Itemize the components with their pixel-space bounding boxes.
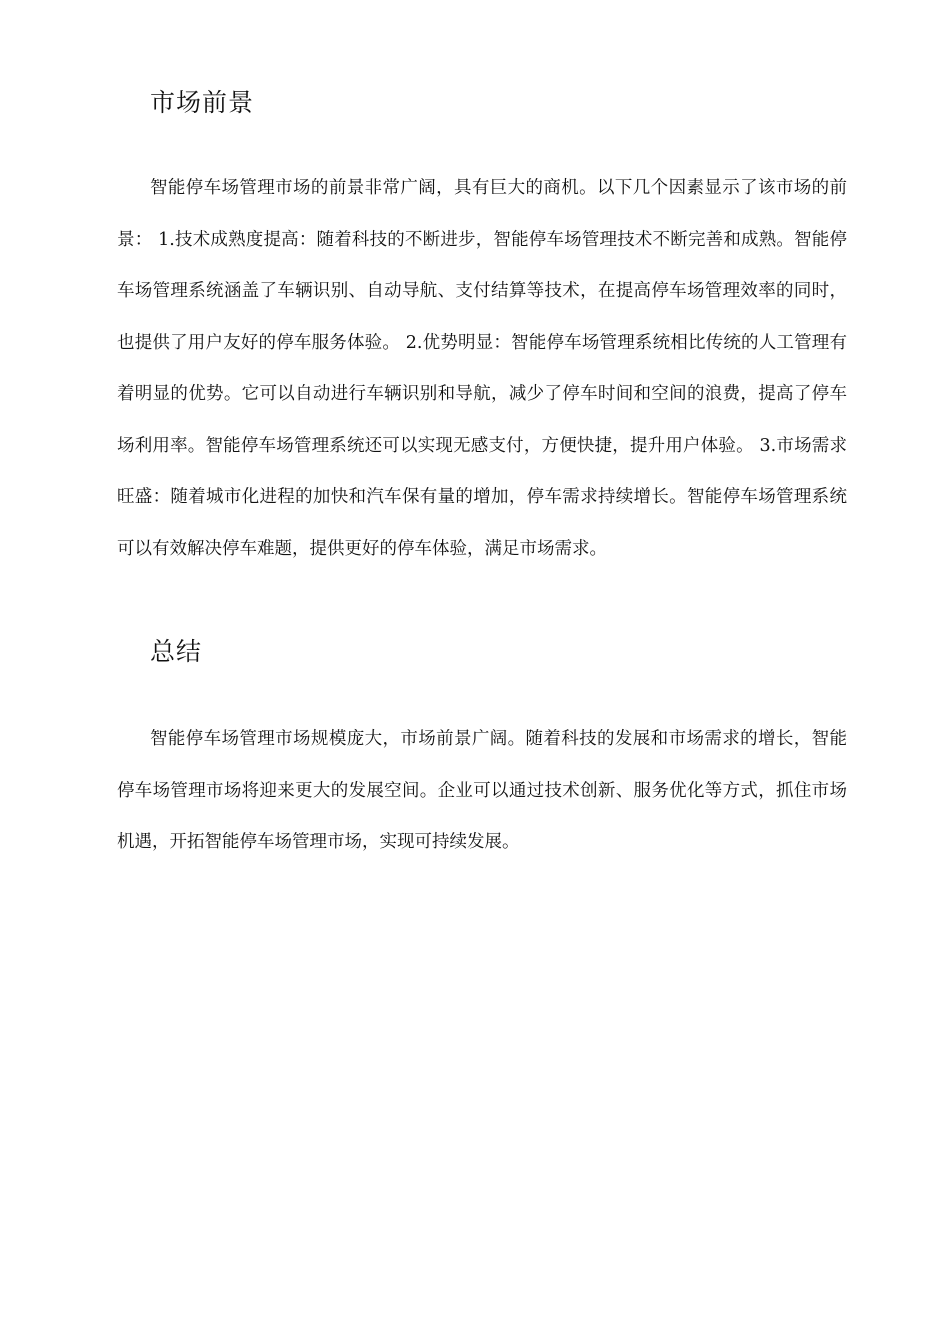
section-paragraph-market-outlook: 智能停车场管理市场的前景非常广阔，具有巨大的商机。以下几个因素显示了该市场的前景： 1.技术成熟度提高：随着科技的不断进步，智能停车场管理技术不断完善和成熟。智能停车场管理系统涵盖了车辆识别、自动导航、支付结算等技术，在提高停车场管理效率的同时，也提供了用户友好的停车服务体验。 2.优势明显：智能停车场管理系统相比传统的人工管理有着明显的优势。它可以自动进行车辆识别和导航，减少了停车时间和空间的浪费，提高了停车场利用率。智能停车场管理系统还可以实现无感支付，方便快捷，提升用户体验。 3.市场需求旺盛：随着城市化进程的加快和汽车保有量的增加，停车需求持续增长。智能停车场管理系统可以有效解决停车难题，提供更好的停车体验，满足市场需求。 — [117, 178, 847, 559]
section-paragraph-summary: 智能停车场管理市场规模庞大，市场前景广阔。随着科技的发展和市场需求的增长，智能停车场管理市场将迎来更大的发展空间。企业可以通过技术创新、服务优化等方式，抓住市场机遇，开拓智能停车场管理市场，实现可持续发展。 — [117, 729, 847, 852]
section-heading-market-outlook: 市场前景 — [150, 88, 255, 117]
section-heading-summary: 总结 — [150, 637, 203, 666]
